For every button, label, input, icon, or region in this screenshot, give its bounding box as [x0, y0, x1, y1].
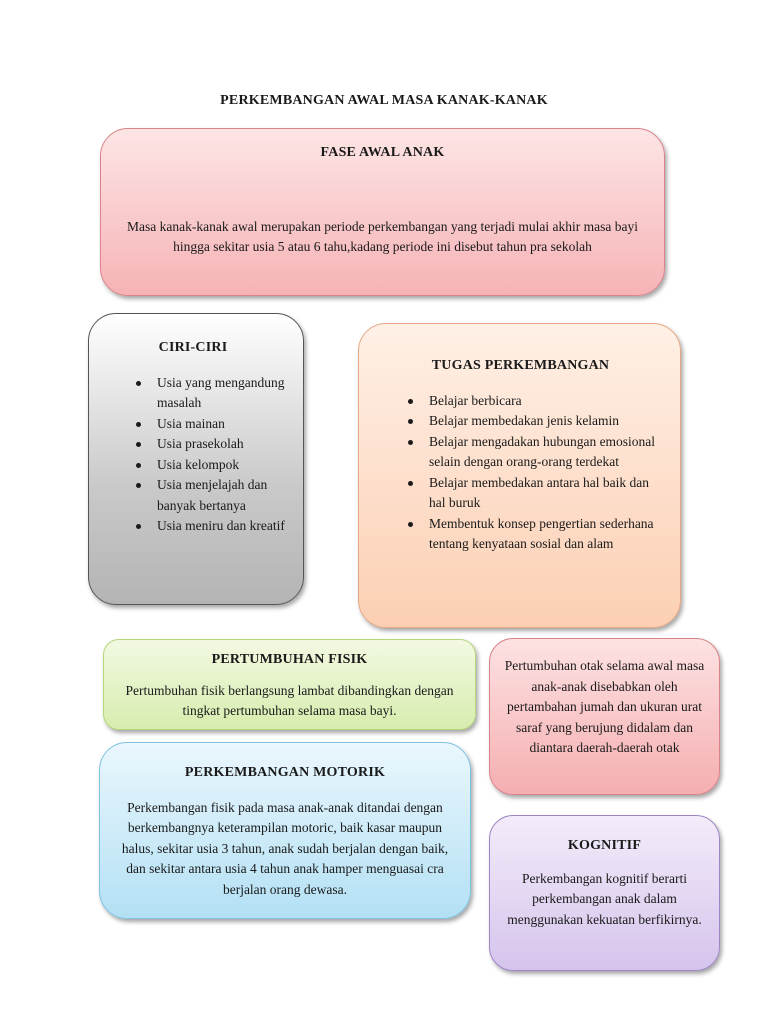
- ciri-ciri-box: [88, 313, 304, 605]
- fisik-text: Pertumbuhan fisik berlangsung lambat dibandingkan dengan tingkat pertumbuhan selama masa bayi.: [125, 682, 454, 718]
- list-item: Usia kelompok: [131, 455, 291, 476]
- ciri-heading: CIRI-CIRI: [158, 340, 228, 355]
- otak-text: Pertumbuhan otak selama awal masa anak-anak disebabkan oleh pertambahan jumah dan ukuran urat saraf yang berujung didalam dan diantara daerah-daerah otak: [504, 658, 705, 755]
- motorik-text: Perkembangan fisik pada masa anak-anak ditandai dengan berkembangnya keterampilan motoric, baik kasar maupun halus, sekitar usia 3 tahun, anak sudah berjalan dengan baik, dan sekitar antara usia 4 tahun anak hamper menguasai cra berjalan orang dewasa.: [121, 799, 449, 897]
- kognitif-text: Perkembangan kognitif berarti perkembangan anak dalam menggunakan kekuatan berfikirnya.: [507, 870, 702, 927]
- fase-awal-anak-box: [100, 128, 665, 296]
- tugas-perkembangan-box: [358, 323, 681, 628]
- fase-heading: FASE AWAL ANAK: [320, 145, 445, 160]
- list-item: Usia menjelajah dan banyak bertanya: [131, 475, 291, 516]
- list-item: Belajar membedakan antara hal baik dan hal buruk: [403, 473, 666, 514]
- ciri-list: [131, 373, 291, 537]
- page-title: PERKEMBANGAN AWAL MASA KANAK-KANAK: [220, 93, 548, 108]
- pertumbuhan-fisik-box: [103, 639, 476, 730]
- tugas-heading: TUGAS PERKEMBANGAN: [431, 358, 610, 373]
- list-item: Belajar mengadakan hubungan emosional selain dengan orang-orang terdekat: [403, 432, 666, 473]
- list-item: Usia yang mengandung masalah: [131, 373, 291, 414]
- perkembangan-motorik-box: [99, 742, 471, 919]
- list-item: Membentuk konsep pengertian sederhana tentang kenyataan sosial dan alam: [403, 514, 666, 555]
- list-item: Belajar membedakan jenis kelamin: [403, 411, 666, 432]
- list-item: Usia mainan: [131, 414, 291, 435]
- tugas-list: [403, 391, 666, 555]
- kognitif-heading: KOGNITIF: [567, 838, 642, 853]
- list-item: Usia prasekolah: [131, 434, 291, 455]
- list-item: Usia meniru dan kreatif: [131, 516, 291, 537]
- kognitif-box: [489, 815, 720, 971]
- fisik-heading: PERTUMBUHAN FISIK: [211, 652, 368, 667]
- motorik-heading: PERKEMBANGAN MOTORIK: [184, 765, 386, 780]
- pertumbuhan-otak-box: [489, 638, 720, 795]
- fase-text: Masa kanak-kanak awal merupakan periode perkembangan yang terjadi mulai akhir masa bayi hingga sekitar usia 5 atau 6 tahu,kadang periode ini disebut tahun pra sekolah: [127, 218, 638, 254]
- list-item: Belajar berbicara: [403, 391, 666, 412]
